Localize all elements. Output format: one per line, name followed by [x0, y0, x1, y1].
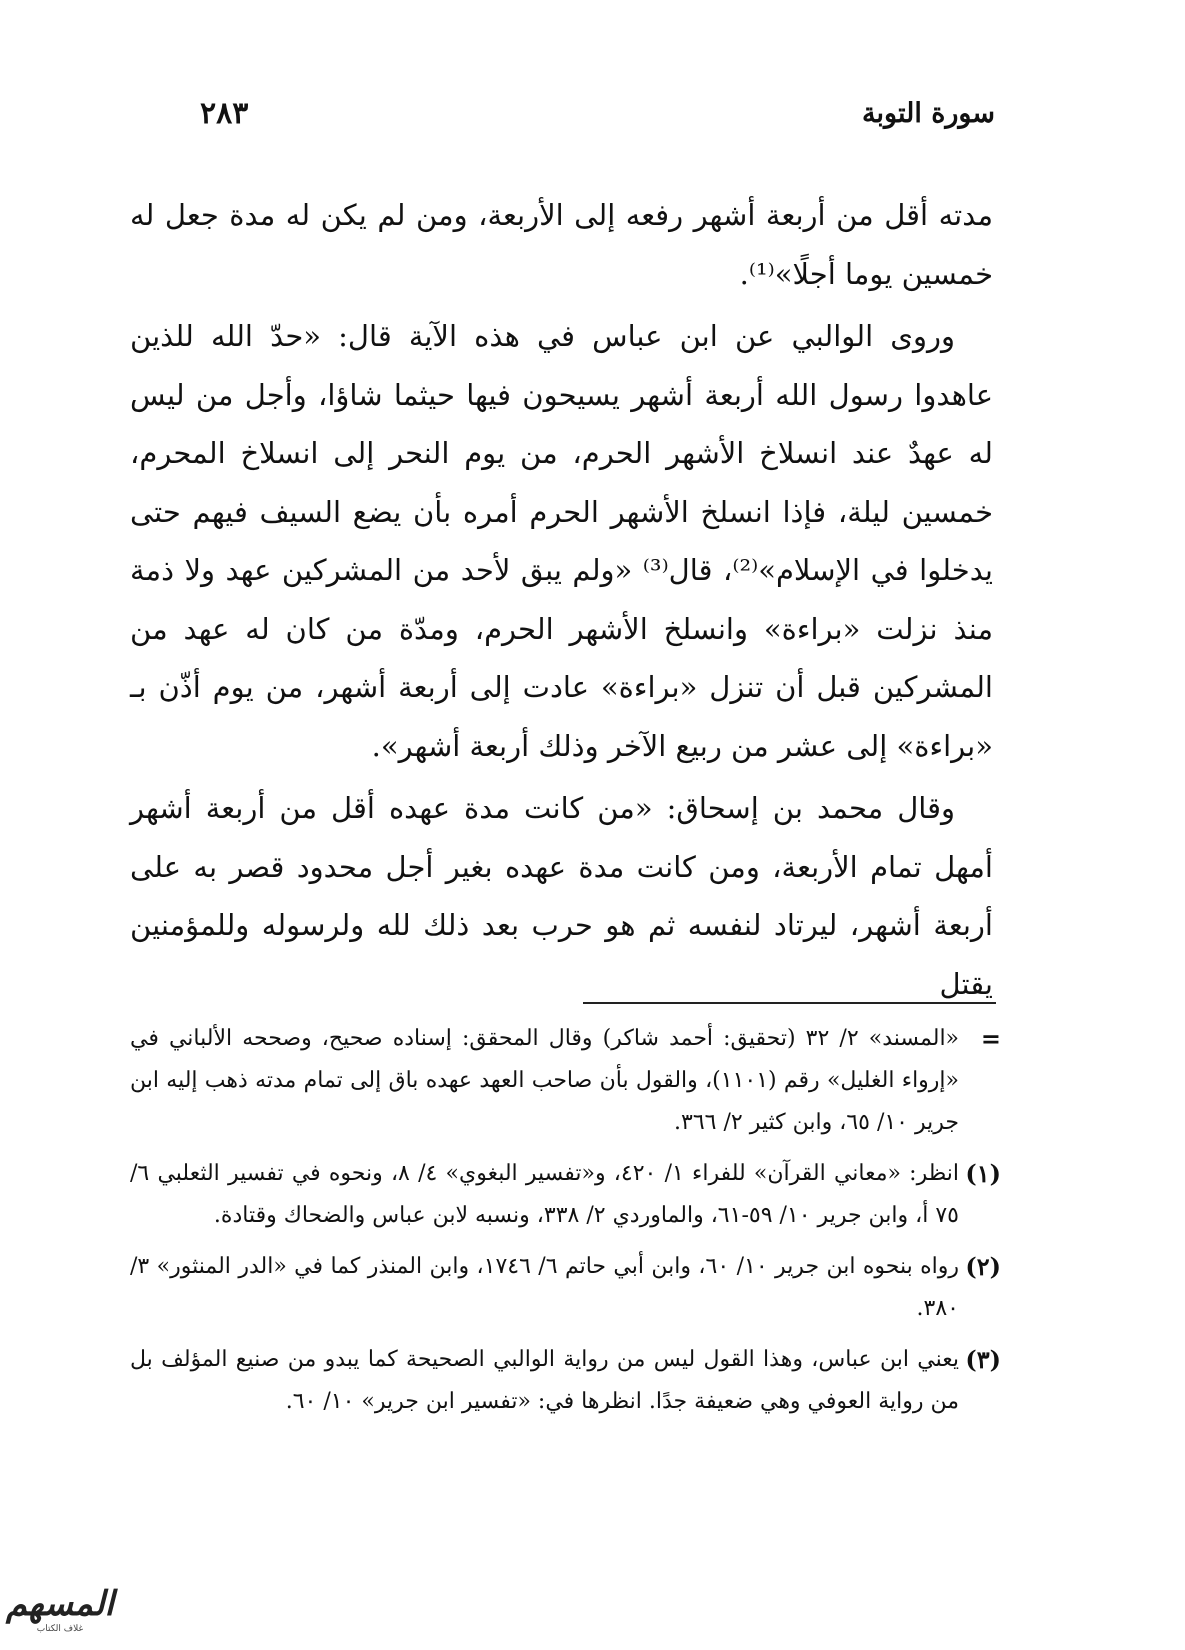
- footnote: [130, 1246, 1001, 1330]
- running-title: سورة التوبة: [862, 97, 995, 129]
- logo-text: المسهم: [5, 1584, 114, 1624]
- publisher-logo: [6, 1578, 114, 1642]
- main-text: [130, 186, 993, 1017]
- footnote-marker: (٢): [965, 1252, 1001, 1281]
- footnote: [130, 1153, 1001, 1237]
- paragraph: وقال محمد بن إسحاق: «من كانت مدة عهده أقل من أربعة أشهر أمهل تمام الأربعة، ومن كانت مدة عهده بغير أجل محدود قصر به على أربعة أشهر، ليرتاد لنفسه ثم هو حرب بعد ذلك لله ولرسوله وللمؤمنين يقتل: [130, 791, 993, 1001]
- page-number: ٢٨٣: [200, 95, 249, 131]
- footnote-separator: [583, 1002, 996, 1004]
- footnote-marker: (١): [965, 1159, 1001, 1188]
- paragraph: مدته أقل من أربعة أشهر رفعه إلى الأربعة، ومن لم يكن له مدة جعل له خمسين يوما أجلًا»⁽¹⁾.: [130, 198, 993, 291]
- footnote: [130, 1339, 1001, 1423]
- paragraph: وروى الوالبي عن ابن عباس في هذه الآية قال: «حدّ الله للذين عاهدوا رسول الله أربعة أشهر يسيحون فيها حيثما شاؤا، وأجل من ليس له عهدٌ عند انسلاخ الأشهر الحرم، من يوم النحر إلى انسلاخ المحرم، خمسين ليلة، فإذا انسلخ الأشهر الحرم أمره بأن يضع السيف فيهم حتى يدخلوا في الإسلام»⁽²⁾، قال⁽³⁾ «ولم يبق لأحد من المشركين عهد ولا ذمة منذ نزلت «براءة» وانسلخ الأشهر الحرم، ومدّة من كان له عهد من المشركين قبل أن تنزل «براءة» عادت إلى أربعة أشهر، من يوم أذّن بـ «براءة» إلى عشر من ربيع الآخر وذلك أربعة أشهر».: [130, 319, 993, 763]
- footnote-marker: (٣): [965, 1345, 1001, 1374]
- page-header: [200, 88, 995, 138]
- footnote-text: «المسند» ٢/ ٣٢ (تحقيق: أحمد شاكر) وقال المحقق: إسناده صحيح، وصححه الألباني في «إرواء الغليل» رقم (١١٠١)، والقول بأن صاحب العهد عهده باق إلى تمام مدته ذهب إليه ابن جرير ١٠/ ٦٥، وابن كثير ٢/ ٣٦٦.: [130, 1026, 960, 1135]
- footnotes: [130, 1018, 1001, 1432]
- footnote-text: يعني ابن عباس، وهذا القول ليس من رواية الوالبي الصحيحة كما يبدو من صنيع المؤلف بل من رواية العوفي وهي ضعيفة جدًا. انظرها في: «تفسير ابن جرير» ١٠/ ٦٠.: [130, 1347, 959, 1414]
- footnote-text: رواه بنحوه ابن جرير ١٠/ ٦٠، وابن أبي حاتم ٦/ ١٧٤٦، وابن المنذر كما في «الدر المنثور» ٣/ ٣٨٠.: [130, 1254, 959, 1321]
- logo-subtext: غلاف الكتاب: [36, 1624, 84, 1634]
- footnote-text: انظر: «معاني القرآن» للفراء ١/ ٤٢٠، و«تفسير البغوي» ٤/ ٨، ونحوه في تفسير الثعلبي ٦/ ٧٥ أ، وابن جرير ١٠/ ٥٩-٦١، والماوردي ٢/ ٣٣٨، ونسبه لابن عباس والضحاك وقتادة.: [130, 1161, 960, 1228]
- footnote: [130, 1018, 1001, 1144]
- footnote-marker: =: [980, 1024, 1001, 1053]
